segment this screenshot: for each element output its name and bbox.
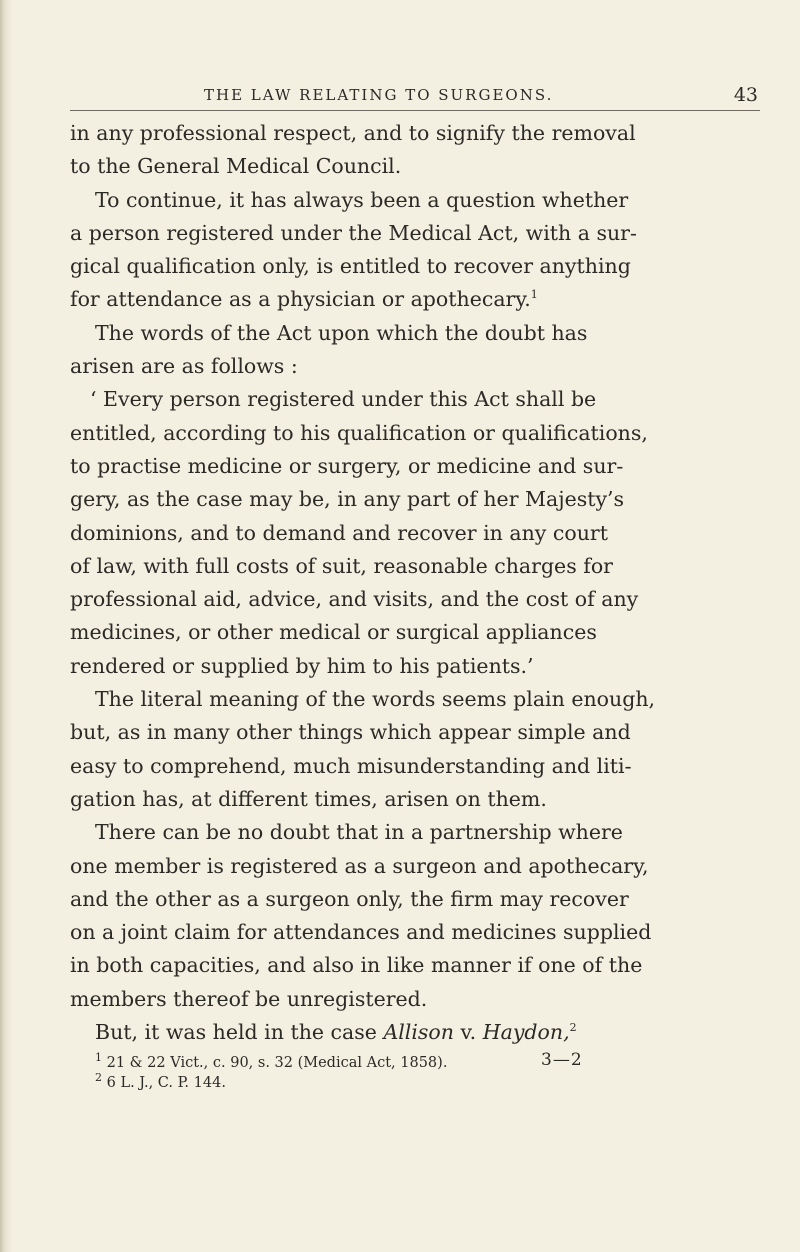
- text-line: in both capacities, and also in like manner if one of the: [70, 953, 643, 978]
- quote-line: gery, as the case may be, in any part of her Majesty’s: [70, 487, 625, 512]
- text-line: members thereof be unregistered.: [70, 986, 428, 1011]
- text-line: To continue, it has always been a question whether: [95, 187, 629, 212]
- text-line: a person registered under the Medical Act, with a sur-: [70, 220, 637, 245]
- text-line: The literal meaning of the words seems plain enough,: [95, 687, 656, 712]
- quote-line: professional aid, advice, and visits, and the cost of any: [70, 587, 639, 612]
- book-page: [70, 80, 760, 1093]
- text-line: gation has, at different times, arisen on them.: [70, 786, 547, 811]
- signature-mark: 3—2: [541, 1050, 583, 1070]
- text-line: to the General Medical Council.: [70, 154, 402, 179]
- page-number: 43: [733, 84, 758, 106]
- footnotes: [70, 1053, 760, 1093]
- quote-line: rendered or supplied by him to his patients.’: [70, 653, 534, 678]
- quote-line: dominions, and to demand and recover in any court: [70, 520, 608, 545]
- text-line: and the other as a surgeon only, the firm may recover: [70, 886, 629, 911]
- quote-line: of law, with full costs of suit, reasonable charges for: [70, 553, 613, 578]
- footnote: $^1$ 21 & 22 Vict., c. 90, s. 32 (Medical Act, 1858).: [95, 1051, 448, 1072]
- footnote: $^2$ 6 L. J., C. P. 144.: [95, 1071, 226, 1092]
- footnote-ref: 2: [569, 1021, 577, 1035]
- running-header: [70, 80, 760, 111]
- case-name-haydon: Haydon,: [482, 1020, 570, 1045]
- text-line: easy to comprehend, much misunderstanding and liti-: [70, 753, 632, 778]
- quote-line: entitled, according to his qualification or qualifications,: [70, 420, 648, 445]
- text-line: but, as in many other things which appear simple and: [70, 720, 631, 745]
- text-line: on a joint claim for attendances and medicines supplied: [70, 920, 652, 945]
- text-line: The words of the Act upon which the doubt has: [95, 320, 588, 345]
- case-name-allison: Allison: [383, 1020, 454, 1045]
- page-binding-edge: [0, 0, 12, 1252]
- quote-line: ‘ Every person registered under this Act shall be: [90, 387, 597, 412]
- body-text: [70, 117, 760, 1049]
- text-line: in any professional respect, and to signify the removal: [70, 121, 636, 145]
- text-line: one member is registered as a surgeon and apothecary,: [70, 853, 649, 878]
- text-line: gical qualification only, is entitled to recover anything: [70, 254, 631, 279]
- running-title: THE LAW RELATING TO SURGEONS.: [204, 86, 554, 104]
- text-line: arisen are as follows :: [70, 354, 298, 379]
- text-line: for attendance as a physician or apothecary.$^1$: [70, 287, 538, 312]
- quote-line: to practise medicine or surgery, or medicine and sur-: [70, 453, 624, 478]
- text-line: There can be no doubt that in a partnership where: [95, 820, 623, 845]
- text-line: But, it was held in the case Allison v. Haydon,$^2$: [95, 1020, 577, 1045]
- footnote-ref: 1: [530, 288, 538, 302]
- quote-line: medicines, or other medical or surgical appliances: [70, 620, 597, 645]
